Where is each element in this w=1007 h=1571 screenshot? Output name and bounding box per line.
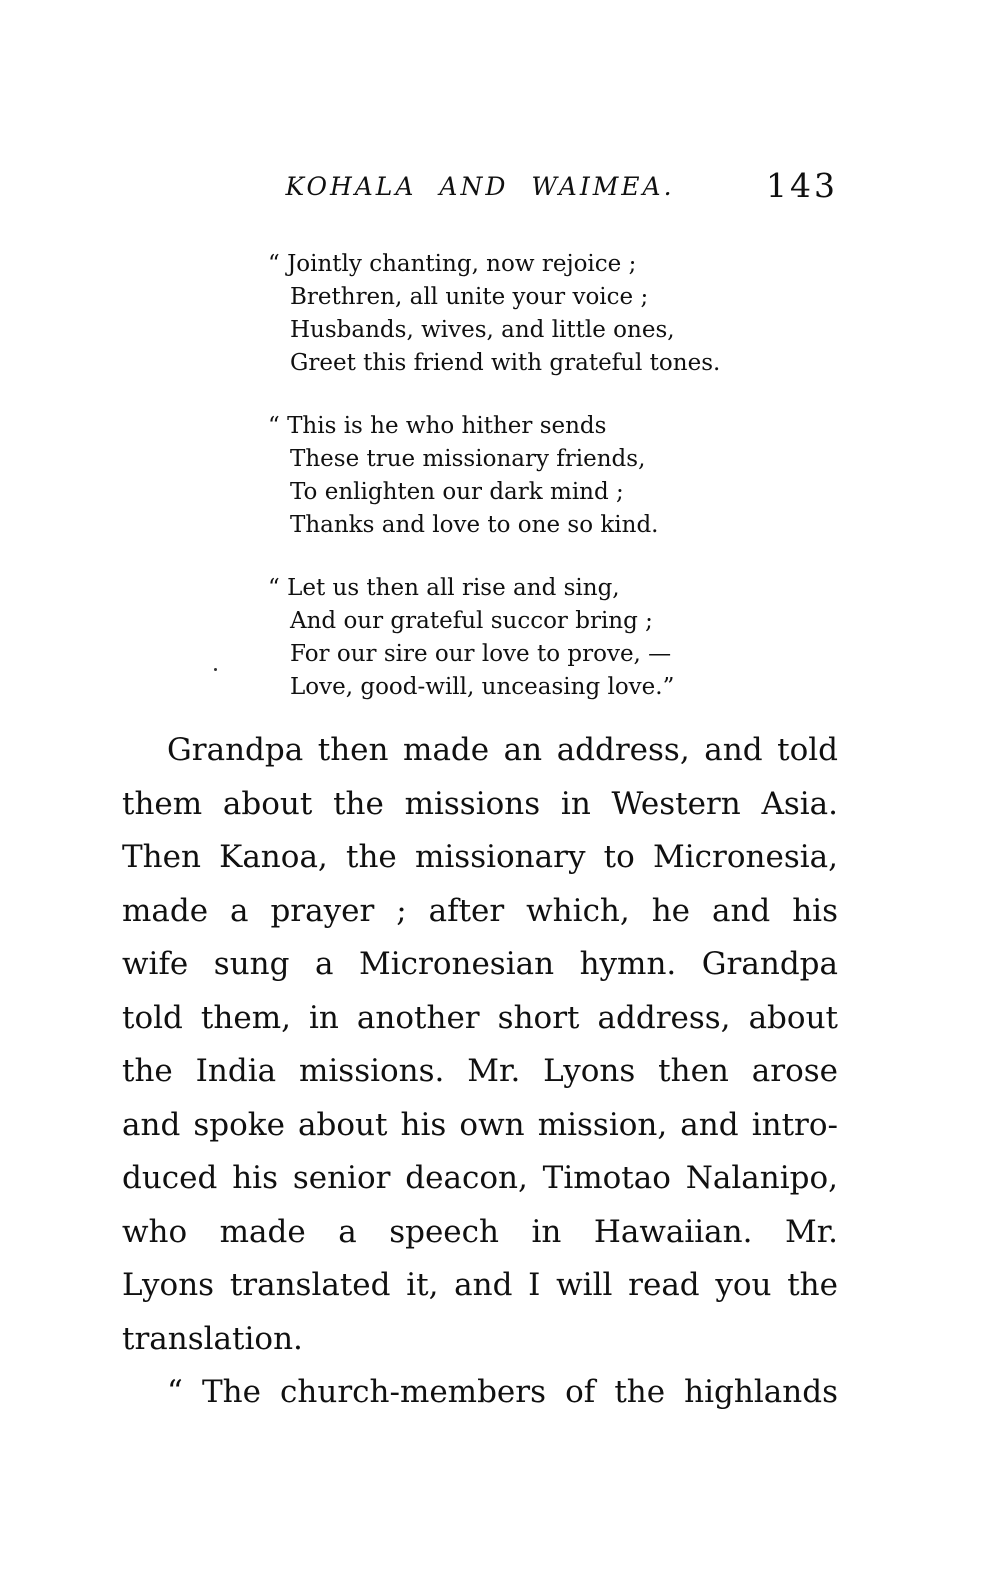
prose-line: duced his senior deacon, Timotao Nalanipo, [122, 1160, 838, 1196]
verse-line: To enlighten our dark mind ; [290, 479, 624, 505]
page-number: 143 [766, 166, 838, 205]
prose-line: and spoke about his own mission, and intro- [122, 1106, 838, 1143]
hymn-stanzas [268, 248, 838, 704]
page-content [122, 0, 838, 1420]
verse-line: These true missionary friends, [290, 446, 646, 472]
verse-line: And our grateful succor bring ; [290, 608, 653, 634]
prose-line: Then Kanoa, the missionary to Micronesia, [122, 839, 838, 875]
hymn-stanza [268, 248, 838, 380]
hymn-stanza [268, 410, 838, 542]
prose-line: Lyons translated it, and I will read you the [122, 1267, 838, 1303]
verse-line: For our sire our love to prove, — [290, 641, 672, 667]
paragraph [122, 724, 838, 1366]
prose-line: the India missions. Mr. Lyons then arose [122, 1053, 838, 1089]
verse-line: “ Jointly chanting, now rejoice ; [268, 251, 637, 277]
prose-line: who made a speech in Hawaiian. Mr. [122, 1213, 838, 1250]
prose-line: them about the missions in Western Asia. [122, 785, 838, 822]
paragraph [122, 1366, 838, 1420]
verse-line: “ Let us then all rise and sing, [268, 575, 620, 601]
verse-line: Husbands, wives, and little ones, [290, 317, 675, 343]
hymn-stanza [268, 572, 838, 704]
verse-line: Thanks and love to one so kind. [290, 512, 659, 538]
chapter-title: KOHALA AND WAIMEA. [285, 172, 675, 201]
verse-line: Greet this friend with grateful tones. [290, 350, 721, 376]
verse-line: Love, good-will, unceasing love.” [290, 674, 675, 700]
prose-line: translation. [122, 1320, 303, 1357]
verse-line: “ This is he who hither sends [268, 413, 607, 439]
prose-line: told them, in another short address, about [122, 999, 838, 1036]
prose-line: wife sung a Micronesian hymn. Grandpa [122, 946, 838, 982]
prose-line: made a prayer ; after which, he and his [122, 892, 838, 929]
prose-line: Grandpa then made an address, and told [167, 732, 838, 768]
body-text [122, 724, 838, 1420]
prose-line: “ The church-members of the highlands [167, 1374, 838, 1410]
running-header [122, 166, 838, 208]
verse-line: Brethren, all unite your voice ; [290, 284, 649, 310]
